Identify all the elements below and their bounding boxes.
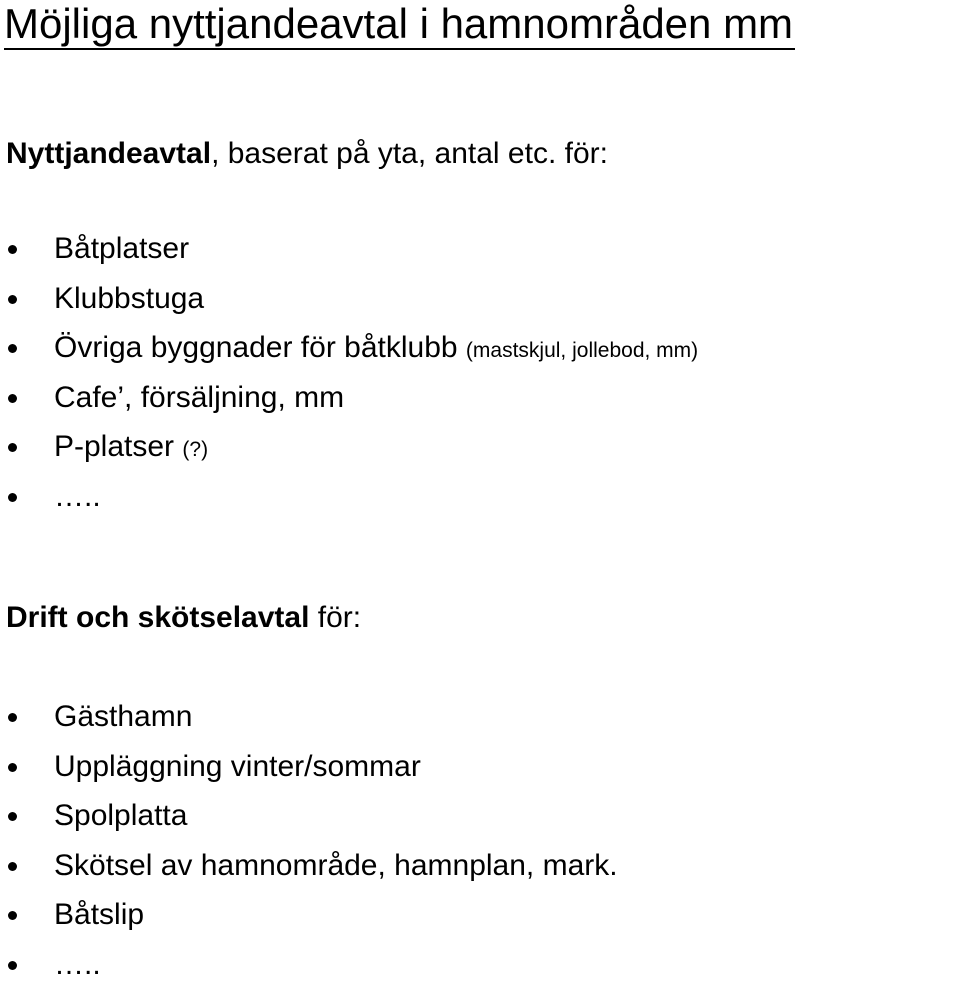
list-item [0, 749, 618, 799]
section-heading-drift [6, 600, 361, 636]
list-item [0, 231, 698, 281]
list-item-text: Klubbstuga [54, 282, 204, 315]
list-item [0, 897, 618, 947]
section-heading-rest: , baserat på yta, antal etc. för: [211, 137, 608, 170]
nyttjandeavtal-list [0, 231, 698, 528]
list-item-text: Cafe’, försäljning, mm [54, 381, 344, 414]
list-item-text: P-platser [54, 430, 182, 463]
list-item-text: Båtplatser [54, 232, 189, 265]
list-item [0, 947, 618, 996]
list-item [0, 330, 698, 380]
bullet-icon [8, 862, 17, 871]
list-item-text: Uppläggning vinter/sommar [54, 750, 421, 783]
section-heading-nyttjandeavtal [6, 136, 608, 172]
list-item-text: ….. [54, 948, 101, 981]
section-heading-rest: för: [309, 601, 361, 634]
bullet-icon [8, 911, 17, 920]
list-item-text: Gästhamn [54, 700, 192, 733]
list-item [0, 281, 698, 331]
list-item [0, 848, 618, 898]
bullet-icon [8, 961, 17, 970]
list-item [0, 380, 698, 430]
bullet-icon [8, 443, 17, 452]
list-item-text: Skötsel av hamnområde, hamnplan, mark. [54, 849, 618, 882]
list-item-text: Spolplatta [54, 799, 187, 832]
list-item [0, 798, 618, 848]
list-item [0, 699, 618, 749]
bullet-icon [8, 245, 17, 254]
section-heading-bold: Drift och skötselavtal [6, 601, 309, 634]
bullet-icon [8, 763, 17, 772]
bullet-icon [8, 713, 17, 722]
section-heading-bold: Nyttjandeavtal [6, 137, 211, 170]
list-item [0, 479, 698, 529]
drift-list [0, 699, 618, 996]
list-item [0, 429, 698, 479]
bullet-icon [8, 295, 17, 304]
bullet-icon [8, 493, 17, 502]
list-item-text: ….. [54, 480, 101, 513]
list-item-text: Båtslip [54, 898, 144, 931]
bullet-icon [8, 394, 17, 403]
list-item-note: (mastskjul, jollebod, mm) [466, 339, 698, 362]
list-item-note: (?) [182, 438, 208, 461]
list-item-text: Övriga byggnader för båtklubb [54, 331, 466, 364]
bullet-icon [8, 344, 17, 353]
page-title: Möjliga nyttjandeavtal i hamnområden mm [4, 0, 795, 50]
bullet-icon [8, 812, 17, 821]
